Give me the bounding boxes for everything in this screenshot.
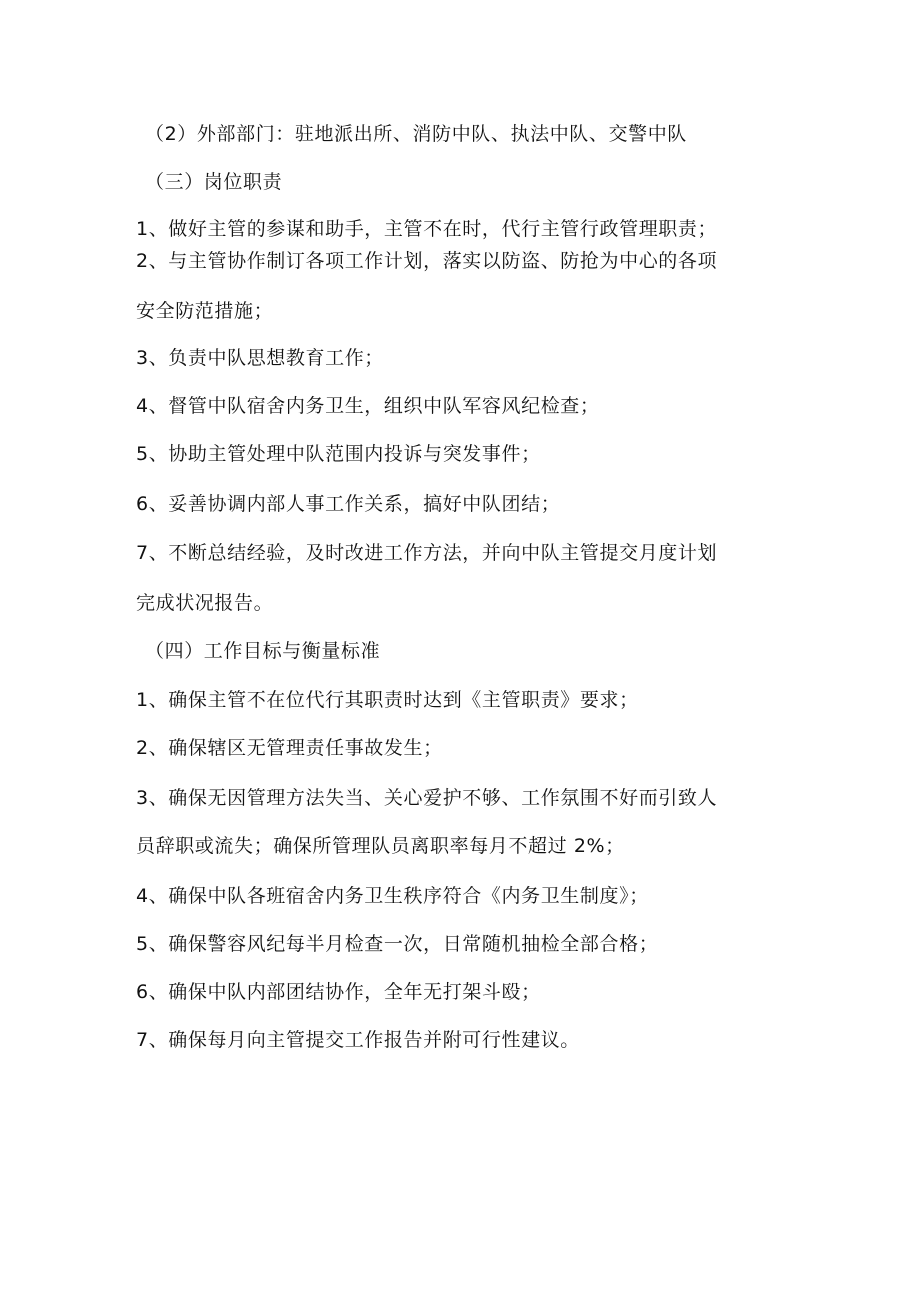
paragraph-line: 2、与主管协作制订各项工作计划，落实以防盗、防抢为中心的各项 <box>136 250 718 272</box>
paragraph-line: 4、确保中队各班宿舍内务卫生秩序符合《内务卫生制度》； <box>136 885 649 907</box>
paragraph-line: 5、协助主管处理中队范围内投诉与突发事件； <box>136 443 541 465</box>
section-heading: （三）岗位职责 <box>145 171 283 193</box>
paragraph-line: 1、做好主管的参谋和助手，主管不在时，代行主管行政管理职责； <box>136 218 718 240</box>
paragraph-line: （2）外部部门：驻地派出所、消防中队、执法中队、交警中队 <box>145 123 687 145</box>
paragraph-line: 7、确保每月向主管提交工作报告并附可行性建议。 <box>136 1029 580 1051</box>
paragraph-line: 5、确保警容风纪每半月检查一次，日常随机抽检全部合格； <box>136 933 659 955</box>
paragraph-line: 4、督管中队宿舍内务卫生，组织中队军容风纪检查； <box>136 395 600 417</box>
paragraph-line: 3、负责中队思想教育工作； <box>136 347 384 369</box>
section-heading: （四）工作目标与衡量标准 <box>145 640 381 662</box>
paragraph-line: 2、确保辖区无管理责任事故发生； <box>136 737 443 759</box>
paragraph-line: 6、妥善协调内部人事工作关系，搞好中队团结； <box>136 493 561 515</box>
paragraph-line: 1、确保主管不在位代行其职责时达到《主管职责》要求； <box>136 689 639 711</box>
paragraph-line: 员辞职或流失；确保所管理队员离职率每月不超过 2%； <box>136 835 625 857</box>
paragraph-line: 安全防范措施； <box>136 300 274 322</box>
paragraph-line: 完成状况报告。 <box>136 592 274 614</box>
paragraph-line: 6、确保中队内部团结协作，全年无打架斗殴； <box>136 981 541 1003</box>
paragraph-line: 3、确保无因管理方法失当、关心爱护不够、工作氛围不好而引致人 <box>136 787 718 809</box>
paragraph-line: 7、不断总结经验，及时改进工作方法，并向中队主管提交月度计划 <box>136 542 718 564</box>
